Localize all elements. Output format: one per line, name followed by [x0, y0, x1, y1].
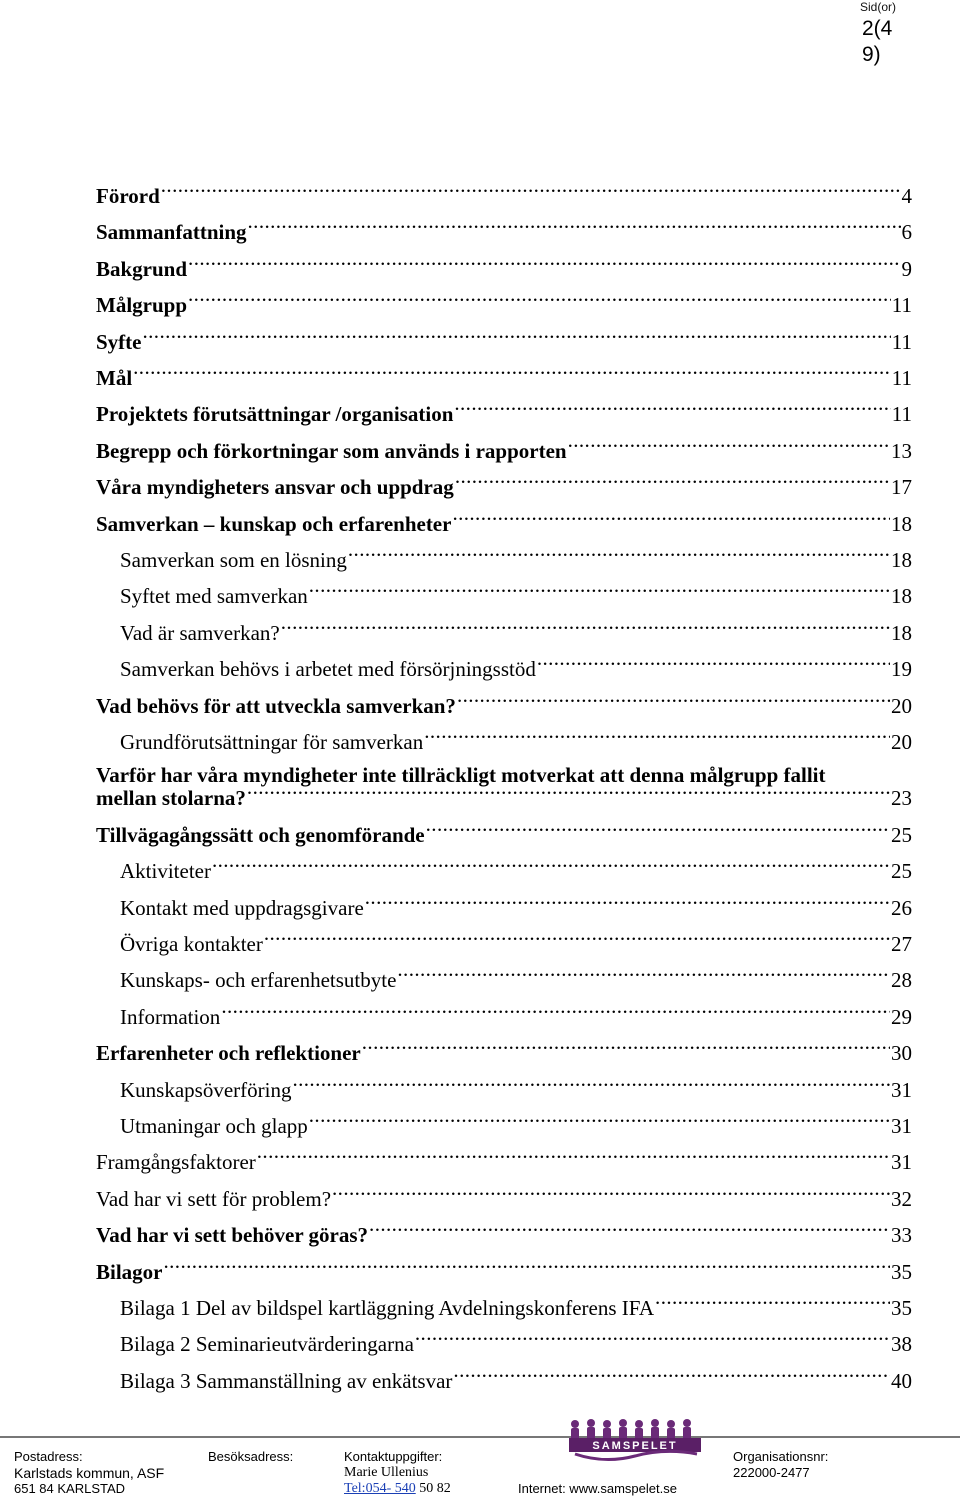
page-count-label: Sid(or)	[859, 0, 896, 14]
toc-entry-page: 23	[891, 786, 912, 811]
page-number-line2: 9)	[862, 43, 881, 66]
toc-entry-title: Tillvägagångssätt och genomförande	[96, 822, 425, 847]
toc-entry-title: Utmaningar och glapp	[120, 1114, 308, 1138]
toc-entry-title: Aktiviteter	[120, 859, 211, 884]
contact-name: Marie Ullenius	[344, 1465, 429, 1480]
toc-entry-title: mellan stolarna?	[96, 786, 246, 811]
toc-entry-title: Övriga kontakter	[120, 932, 263, 956]
postal-line1: Karlstads kommun, ASF	[14, 1465, 165, 1481]
toc-entry-title-line1: Varför har våra myndigheter inte tillräckligt motverkat att denna målgrupp fallit	[96, 763, 826, 788]
toc-entry[interactable]	[96, 469, 912, 505]
toc-entry[interactable]	[96, 506, 912, 542]
toc-entry-page: 6	[901, 220, 912, 245]
toc-dot-leader	[332, 1186, 890, 1206]
toc-entry-title: Projektets förutsättningar /organisation	[96, 402, 454, 427]
toc-entry-page: 17	[891, 475, 912, 500]
toc-entry-title: Grundförutsättningar för samverkan	[120, 730, 424, 754]
toc-entry-page: 18	[891, 548, 912, 572]
toc-entry-page: 18	[891, 511, 912, 536]
toc-entry[interactable]	[120, 651, 912, 687]
toc-entry[interactable]	[120, 724, 912, 760]
toc-entry-page: 32	[891, 1186, 912, 1211]
toc-dot-leader	[292, 1077, 890, 1097]
toc-entry-title: Bilaga 2 Seminarieutvärderingarna	[120, 1332, 414, 1357]
toc-entry[interactable]	[120, 890, 912, 926]
toc-entry-page: 18	[891, 620, 912, 645]
toc-entry-title: Begrepp och förkortningar som används i rapporten	[96, 438, 567, 463]
toc-dot-leader	[537, 656, 890, 676]
toc-entry-page: 9	[901, 256, 912, 281]
toc-entry-page: 27	[891, 932, 912, 956]
toc-entry-page: 11	[891, 402, 912, 427]
toc-entry[interactable]	[96, 1217, 912, 1253]
toc-entry-title: Mål	[96, 366, 133, 390]
toc-dot-leader	[655, 1295, 890, 1315]
toc-dot-leader	[264, 931, 890, 951]
toc-entry-page: 31	[891, 1150, 912, 1175]
toc-entry-page: 20	[891, 693, 912, 718]
toc-entry[interactable]	[120, 1108, 912, 1144]
toc-entry[interactable]	[96, 817, 912, 853]
toc-entry-title: Vad har vi sett för problem?	[96, 1186, 332, 1211]
toc-entry[interactable]	[120, 1072, 912, 1108]
toc-dot-leader	[568, 438, 890, 458]
toc-entry-title: Samverkan behövs i arbetet med försörjningsstöd	[120, 657, 536, 682]
contact-label: Kontaktuppgifter:	[344, 1449, 443, 1464]
toc-entry-title: Bilagor	[96, 1259, 163, 1284]
toc-entry[interactable]	[120, 926, 912, 962]
toc-entry[interactable]	[96, 287, 912, 323]
toc-entry-title: Samverkan som en lösning	[120, 548, 347, 572]
toc-entry-title: Kontakt med uppdragsgivare	[120, 895, 364, 920]
toc-dot-leader	[426, 822, 890, 842]
toc-dot-leader	[143, 329, 891, 349]
toc-dot-leader	[248, 219, 901, 239]
logo-text: SAMSPELET	[592, 1440, 678, 1452]
toc-entry[interactable]	[96, 360, 912, 396]
toc-dot-leader	[457, 693, 890, 713]
internet-address: Internet: www.samspelet.se	[518, 1481, 677, 1496]
toc-entry-page: 35	[891, 1259, 912, 1284]
toc-entry-page: 11	[891, 293, 912, 318]
toc-entry[interactable]	[96, 396, 912, 432]
toc-entry[interactable]	[120, 1363, 912, 1399]
toc-entry-page: 40	[891, 1368, 912, 1393]
toc-dot-leader	[133, 365, 891, 385]
toc-entry-page: 25	[891, 822, 912, 847]
toc-entry-title: Bilaga 3 Sammanställning av enkätsvar	[120, 1368, 453, 1393]
toc-entry-title: Information	[120, 1004, 221, 1029]
page-number-line1: 2(4	[862, 17, 893, 40]
toc-dot-leader	[397, 967, 890, 987]
toc-entry[interactable]	[120, 615, 912, 651]
toc-dot-leader	[281, 620, 890, 640]
toc-dot-leader	[188, 292, 891, 312]
samspelet-logo	[565, 1418, 705, 1464]
toc-entry-title: Syfte	[96, 329, 142, 354]
toc-entry-page: 29	[891, 1004, 912, 1029]
toc-dot-leader	[365, 895, 890, 915]
toc-entry[interactable]	[96, 780, 912, 816]
toc-entry[interactable]	[96, 214, 912, 250]
postal-line2: 651 84 KARLSTAD	[14, 1481, 126, 1496]
toc-entry-title: Bilaga 1 Del av bildspel kartläggning Avdelningskonferens IFA	[120, 1296, 655, 1320]
toc-entry-page: 31	[891, 1077, 912, 1102]
toc-dot-leader	[309, 583, 890, 603]
toc-entry-title: Vad behövs för att utveckla samverkan?	[96, 693, 456, 718]
toc-dot-leader	[257, 1149, 890, 1169]
toc-dot-leader	[247, 785, 890, 805]
toc-dot-leader	[188, 256, 900, 276]
toc-entry-page: 28	[891, 968, 912, 993]
toc-entry-title: Framgångsfaktorer	[96, 1150, 256, 1175]
org-label: Organisationsnr:	[733, 1449, 829, 1464]
toc-entry[interactable]	[120, 1326, 912, 1362]
footer-divider	[0, 1436, 960, 1438]
toc-dot-leader	[455, 474, 890, 494]
toc-entry[interactable]	[96, 688, 912, 724]
contact-phone	[344, 1481, 451, 1497]
toc-dot-leader	[453, 1368, 890, 1388]
toc-entry-title: Målgrupp	[96, 293, 188, 318]
toc-entry[interactable]	[120, 999, 912, 1035]
toc-entry-title: Bakgrund	[96, 256, 188, 281]
toc-entry-title: Förord	[96, 184, 160, 208]
toc-dot-leader	[348, 547, 890, 567]
toc-entry[interactable]	[120, 962, 912, 998]
toc-entry[interactable]	[120, 578, 912, 614]
toc-dot-leader	[369, 1222, 890, 1242]
toc-entry-page: 18	[891, 584, 912, 609]
toc-dot-leader	[452, 511, 890, 531]
postal-label: Postadress:	[14, 1449, 83, 1464]
phone-rest: 50 82	[415, 1481, 451, 1496]
toc-entry[interactable]	[96, 178, 912, 214]
toc-entry-title: Vad är samverkan?	[120, 620, 280, 645]
toc-dot-leader	[424, 729, 890, 749]
toc-entry[interactable]	[120, 853, 912, 889]
toc-entry-title: Kunskapsöverföring	[120, 1077, 292, 1102]
toc-entry[interactable]	[96, 433, 912, 469]
toc-entry[interactable]	[96, 1181, 912, 1217]
toc-entry-page: 31	[891, 1114, 912, 1138]
toc-dot-leader	[454, 401, 890, 421]
toc-dot-leader	[212, 858, 890, 878]
toc-dot-leader	[161, 183, 901, 203]
toc-dot-leader	[164, 1259, 891, 1279]
toc-entry-page: 19	[891, 657, 912, 682]
toc-entry-page: 4	[901, 184, 912, 208]
toc-entry-title: Sammanfattning	[96, 220, 247, 245]
toc-entry[interactable]	[96, 1035, 912, 1071]
toc-entry-title: Vad har vi sett behöver göras?	[96, 1223, 369, 1248]
toc-entry-title: Erfarenheter och reflektioner	[96, 1041, 361, 1066]
toc-dot-leader	[362, 1040, 890, 1060]
toc-dot-leader	[415, 1331, 890, 1351]
toc-dot-leader	[309, 1113, 890, 1133]
page-number	[862, 16, 942, 68]
toc-entry[interactable]	[96, 1254, 912, 1290]
toc-dot-leader	[221, 1004, 890, 1024]
toc-entry-page: 30	[891, 1041, 912, 1066]
toc-entry[interactable]	[120, 542, 912, 578]
toc-entry-page: 33	[891, 1223, 912, 1248]
toc-entry[interactable]	[96, 251, 912, 287]
toc-entry-page: 11	[891, 329, 912, 354]
toc-entry[interactable]	[120, 1290, 912, 1326]
toc-entry-page: 35	[891, 1296, 912, 1320]
toc-entry[interactable]	[96, 1144, 912, 1180]
toc-entry-page: 13	[891, 438, 912, 463]
toc-entry-page: 38	[891, 1332, 912, 1357]
toc-entry-title: Våra myndigheters ansvar och uppdrag	[96, 475, 454, 500]
toc-entry[interactable]	[96, 324, 912, 360]
toc-entry-title: Samverkan – kunskap och erfarenheter	[96, 511, 452, 536]
toc-entry-title: Kunskaps- och erfarenhetsutbyte	[120, 968, 397, 993]
phone-link[interactable]: Tel:054- 540	[344, 1481, 416, 1496]
org-number: 222000-2477	[733, 1465, 810, 1480]
toc-entry-page: 25	[891, 859, 912, 884]
toc-entry-page: 20	[891, 730, 912, 754]
visit-label: Besöksadress:	[208, 1449, 294, 1464]
toc-entry-page: 11	[891, 366, 912, 390]
toc-entry-page: 26	[891, 895, 912, 920]
toc-entry-title: Syftet med samverkan	[120, 584, 308, 609]
